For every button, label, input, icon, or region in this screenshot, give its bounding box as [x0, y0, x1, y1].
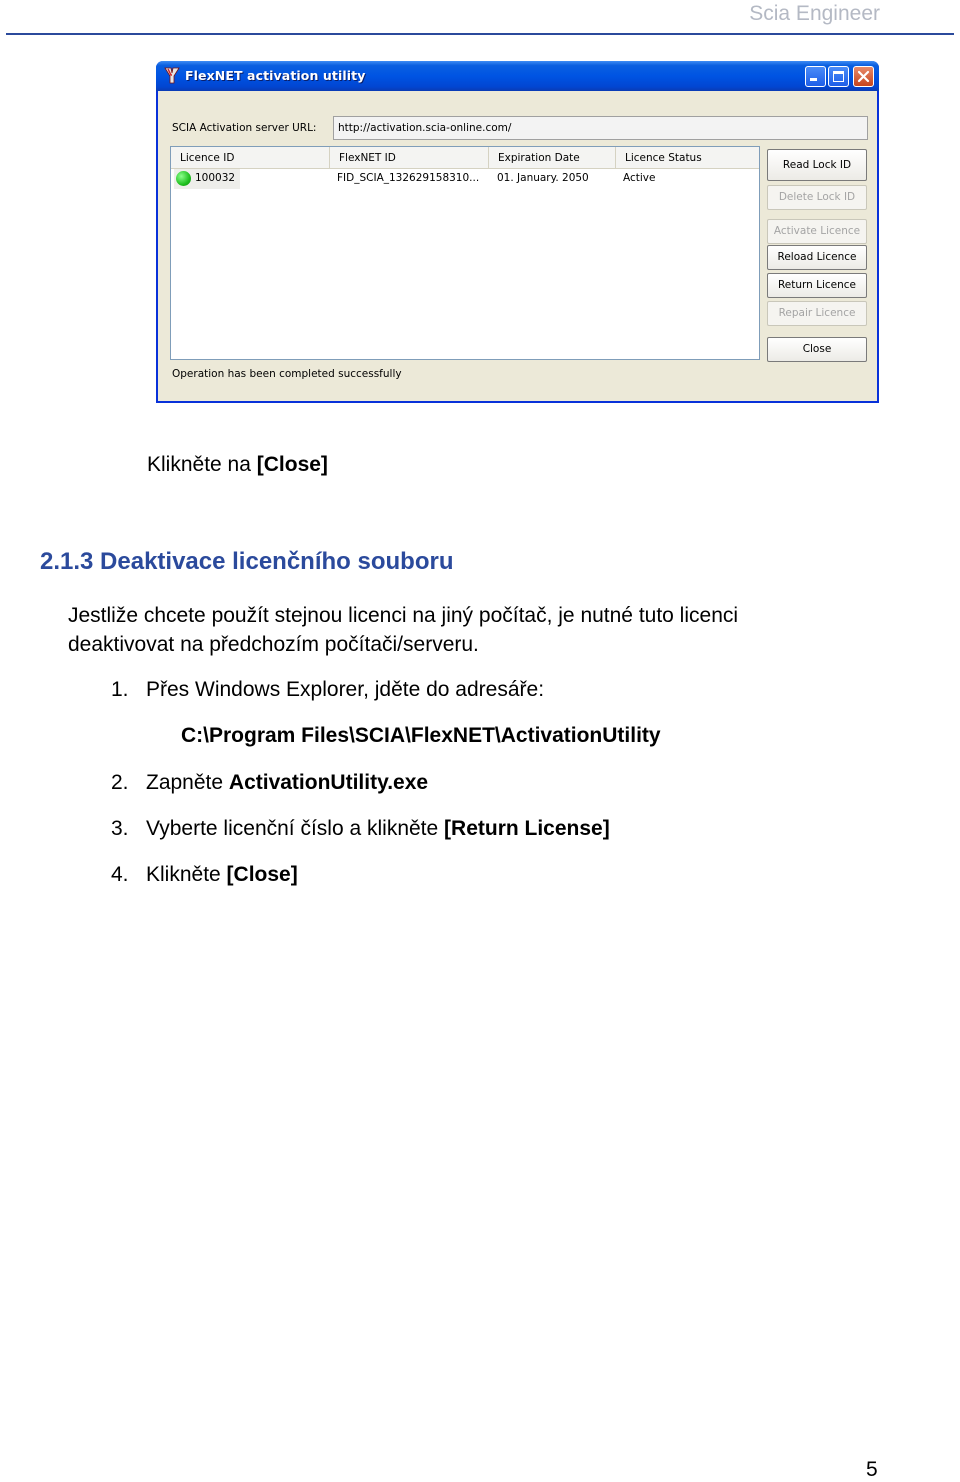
server-url-label: SCIA Activation server URL:: [172, 122, 317, 134]
click-close-bold: [Close]: [256, 453, 328, 476]
step-3-plain: Vyberte licenční číslo a klikněte: [146, 817, 445, 840]
header-title: Scia Engineer: [749, 2, 880, 25]
read-lock-id-button[interactable]: Read Lock ID: [767, 149, 867, 181]
status-message: Operation has been completed successfully: [172, 368, 402, 380]
step-1-text: Přes Windows Explorer, jděte do adresáře:: [146, 678, 545, 701]
step-2-text: [146, 771, 428, 795]
column-header-expiration-date[interactable]: Expiration Date: [489, 147, 616, 169]
step-4-text: [146, 863, 298, 887]
step-3-number: 3.: [111, 817, 129, 840]
dialog-titlebar: [156, 61, 879, 91]
step-3: [111, 817, 610, 841]
step-2: [111, 771, 429, 795]
reload-licence-button[interactable]: Reload Licence: [767, 245, 867, 270]
cell-flexnet-id: FID_SCIA_132629158310...: [337, 172, 480, 184]
click-close-instruction: [147, 453, 328, 477]
flexnet-dialog-screenshot: [156, 61, 879, 403]
step-4-bold: [Close]: [226, 863, 298, 886]
close-window-button[interactable]: [853, 66, 874, 87]
minimize-button[interactable]: [805, 66, 826, 87]
close-button[interactable]: Close: [767, 337, 867, 362]
activate-licence-button[interactable]: Activate Licence: [767, 219, 867, 244]
step-1: [111, 678, 545, 702]
cell-expiration-date: 01. January. 2050: [497, 172, 589, 184]
step-3-text: [146, 817, 610, 841]
step-2-number: 2.: [111, 771, 129, 794]
step-2-bold: ActivationUtility.exe: [228, 771, 429, 794]
column-header-licence-id[interactable]: Licence ID: [171, 147, 330, 169]
paragraph-line-2: deaktivovat na předchozím počítači/serveru.: [68, 633, 479, 656]
step-2-plain: Zapněte: [146, 771, 229, 794]
maximize-icon: [833, 71, 844, 82]
step-4: [111, 863, 298, 887]
header-rule: [6, 33, 954, 35]
active-status-icon: [176, 171, 191, 186]
click-close-prefix: Klikněte na: [147, 453, 257, 476]
step-3-bold: [Return License]: [444, 817, 610, 840]
server-url-input[interactable]: http://activation.scia-online.com/: [333, 116, 868, 140]
column-header-licence-status[interactable]: Licence Status: [616, 147, 759, 169]
licence-table: [170, 146, 760, 360]
step-1-number: 1.: [111, 678, 129, 701]
dialog-title: FlexNET activation utility: [185, 68, 366, 83]
page-number: 5: [866, 1458, 878, 1481]
cell-licence-id: 100032: [195, 172, 236, 184]
step-4-number: 4.: [111, 863, 129, 886]
install-path: C:\Program Files\SCIA\FlexNET\ActivationUtility: [181, 724, 661, 747]
return-licence-button[interactable]: Return Licence: [767, 273, 867, 298]
paragraph-line-1: Jestliže chcete použít stejnou licenci na jiný počítač, je nutné tuto licenci: [68, 604, 739, 627]
column-header-flexnet-id[interactable]: FlexNET ID: [330, 147, 489, 169]
section-heading: 2.1.3 Deaktivace licenčního souboru: [40, 548, 454, 575]
flexnet-app-icon: [164, 67, 180, 84]
repair-licence-button[interactable]: Repair Licence: [767, 301, 867, 326]
cell-licence-status: Active: [623, 172, 656, 184]
step-4-plain: Klikněte: [146, 863, 227, 886]
close-icon: [854, 67, 873, 86]
delete-lock-id-button[interactable]: Delete Lock ID: [767, 185, 867, 210]
maximize-button[interactable]: [828, 66, 849, 87]
minimize-icon: [810, 78, 817, 81]
